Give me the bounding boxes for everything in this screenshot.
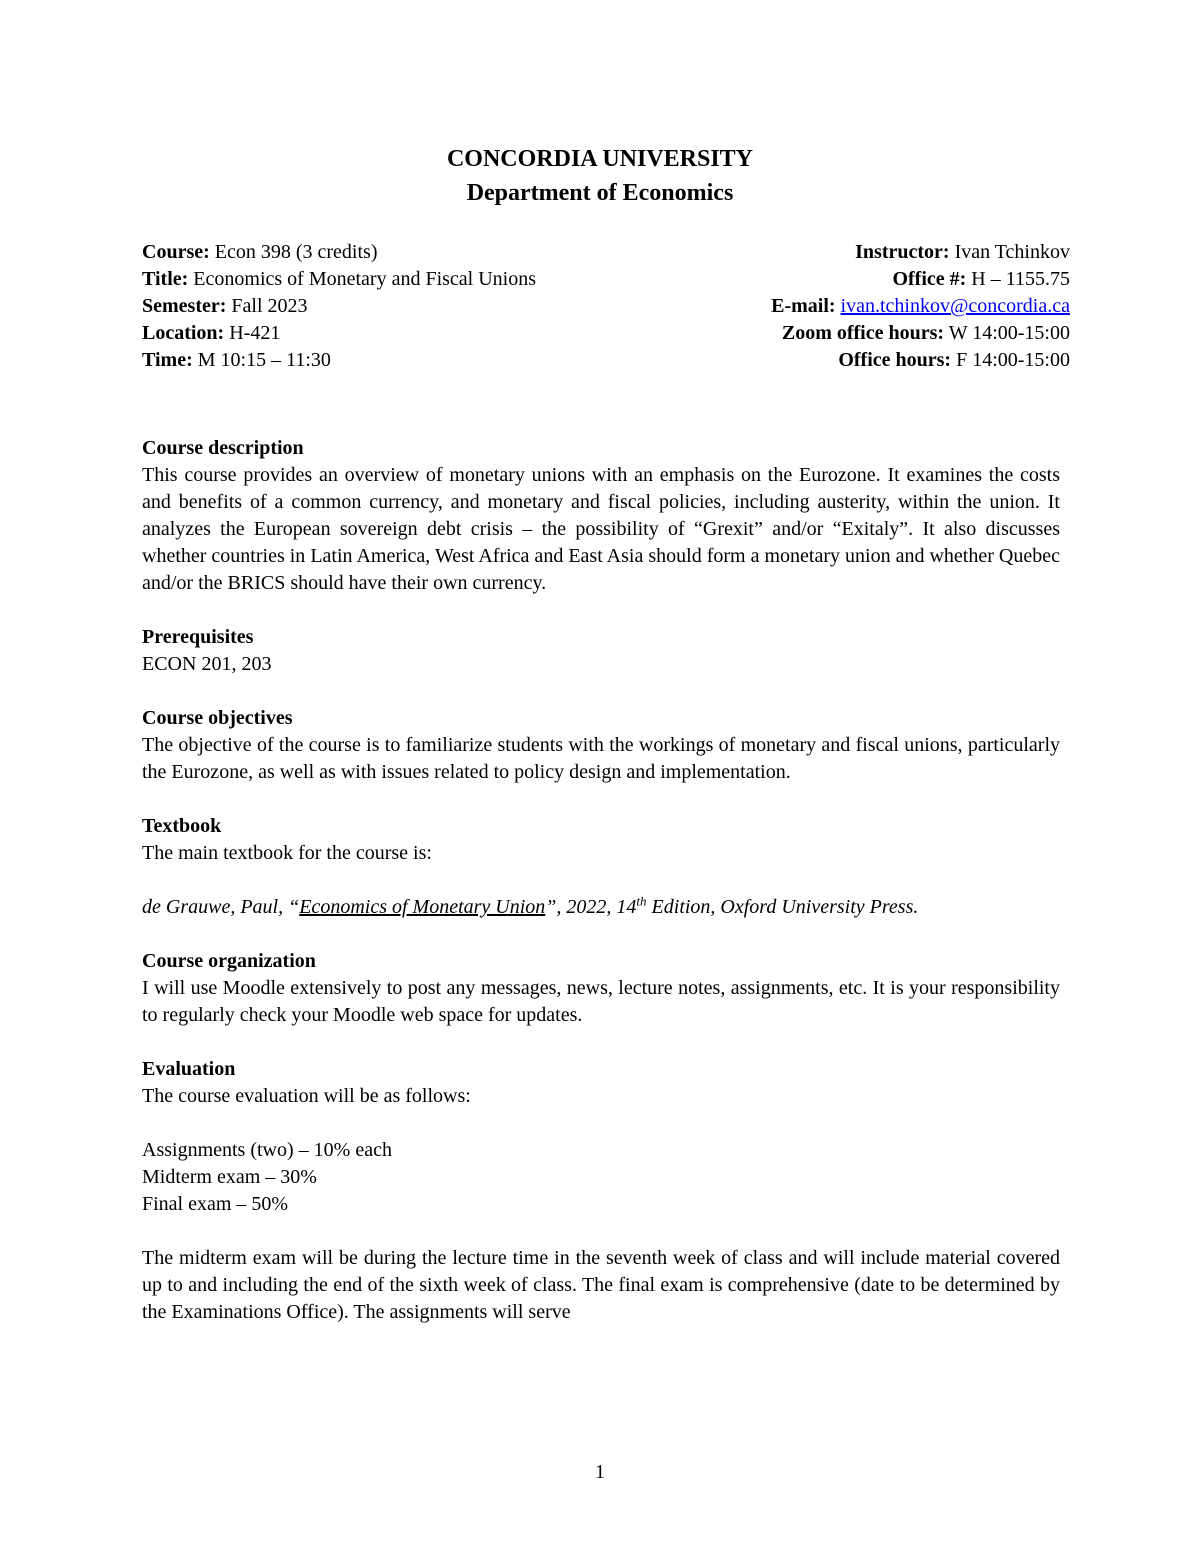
zoom-hours-field: Zoom office hours: W 14:00-15:00 [781, 322, 1070, 344]
university-name: CONCORDIA UNIVERSITY [446, 146, 754, 172]
instructor-field: Instructor: Ivan Tchinkov [855, 241, 1070, 263]
course-field: Course: Econ 398 (3 credits) [142, 241, 378, 263]
document-header [0, 142, 1200, 210]
section-heading: Course description [142, 437, 304, 459]
prerequisites-text: ECON 201, 203 [142, 653, 272, 675]
section-heading: Course objectives [142, 707, 293, 729]
section-heading: Prerequisites [142, 626, 254, 648]
section-heading: Evaluation [142, 1058, 236, 1080]
section-heading: Textbook [142, 815, 222, 837]
location-field: Location: H-421 [142, 322, 281, 344]
evaluation-item: Final exam – 50% [142, 1193, 289, 1215]
evaluation-intro: The course evaluation will be as follows: [142, 1085, 471, 1107]
title-field: Title: Economics of Monetary and Fiscal Unions [142, 268, 537, 290]
syllabus-body [142, 435, 1060, 1326]
info-row [142, 266, 1070, 293]
department-name: Department of Economics [466, 180, 734, 206]
textbook-reference: de Grauwe, Paul, “Economics of Monetary Union”, 2022, 14th Edition, Oxford University Press. [142, 893, 919, 918]
evaluation-item: Assignments (two) – 10% each [142, 1139, 392, 1161]
evaluation-text: The midterm exam will be during the lecture time in the seventh week of class and will include material covered up to and including the end of the sixth week of class. The final exam is comprehensive (date to be determined by the Examinations Office). The assignments will serve [142, 1247, 1060, 1323]
info-row [142, 239, 1070, 266]
textbook-title: Economics of Monetary Union [299, 896, 546, 918]
info-row [142, 320, 1070, 347]
organization-text: I will use Moodle extensively to post any messages, news, lecture notes, assignments, etc. It is your responsibility to regularly check your Moodle web space for updates. [142, 977, 1060, 1026]
course-info-block [142, 239, 1070, 374]
office-field: Office #: H – 1155.75 [892, 268, 1070, 290]
office-hours-field: Office hours: F 14:00-15:00 [838, 349, 1070, 371]
page-number: 1 [595, 1461, 605, 1483]
objectives-text: The objective of the course is to familiarize students with the workings of monetary and fiscal unions, particularly the Eurozone, as well as with issues related to policy design and implementation. [142, 734, 1060, 783]
email-field: E-mail: ivan.tchinkov@concordia.ca [771, 295, 1070, 317]
section-heading: Course organization [142, 950, 316, 972]
description-text: This course provides an overview of monetary unions with an emphasis on the Eurozone. It examines the costs and benefits of a common currency, and monetary and fiscal policies, including austerity, within the union. It analyzes the European sovereign debt crisis – the possibility of “Grexit” and/or “Exitaly”. It also discusses whether countries in Latin America, West Africa and East Asia should form a monetary union and whether Quebec and/or the BRICS should have their own currency. [142, 464, 1060, 594]
info-row [142, 347, 1070, 374]
email-link[interactable]: ivan.tchinkov@concordia.ca [840, 295, 1070, 317]
semester-field: Semester: Fall 2023 [142, 295, 308, 317]
evaluation-item: Midterm exam – 30% [142, 1166, 317, 1188]
time-field: Time: M 10:15 – 11:30 [142, 349, 331, 371]
info-row [142, 293, 1070, 320]
textbook-intro: The main textbook for the course is: [142, 842, 432, 864]
